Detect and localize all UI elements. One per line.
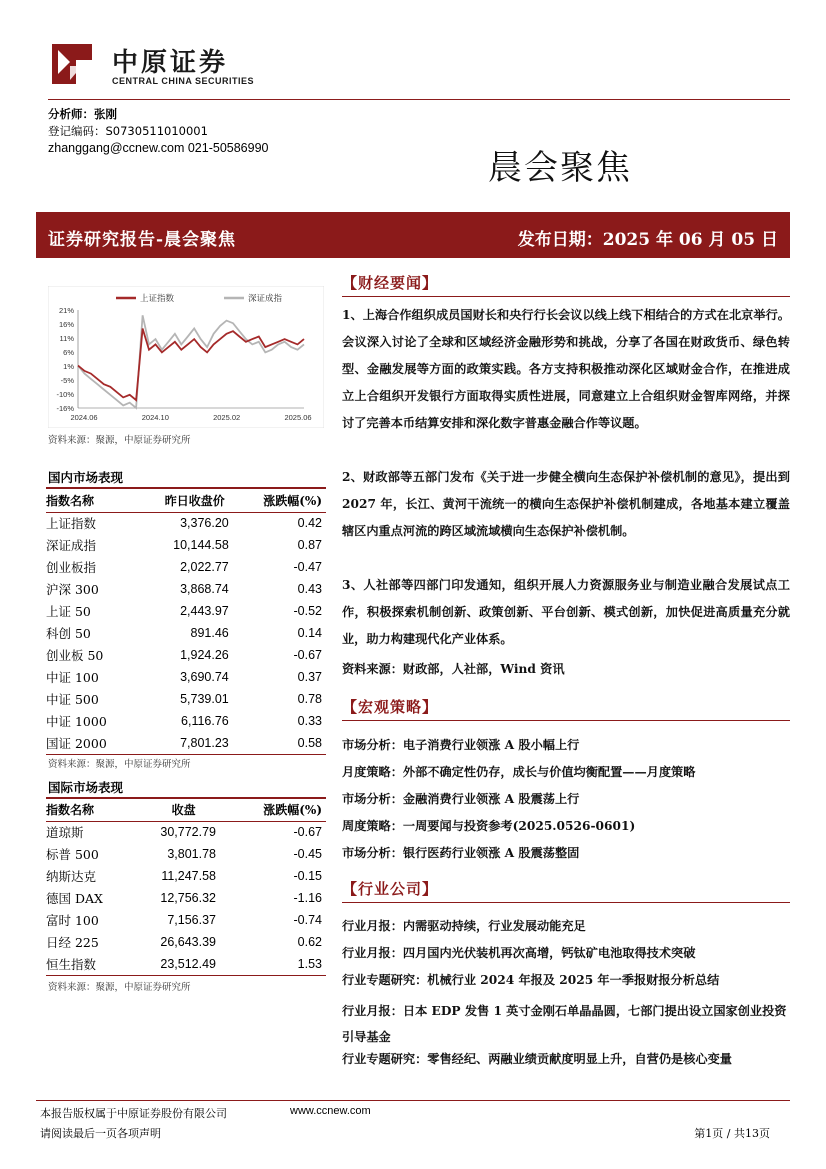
- change-pct: -1.16: [293, 891, 322, 905]
- index-name: 纳斯达克: [46, 869, 97, 884]
- change-pct: -0.67: [293, 648, 322, 662]
- logo-text-cn: 中原证券: [112, 48, 229, 78]
- column-header: 指数名称: [46, 799, 128, 821]
- close-value: 3,376.20: [180, 516, 229, 531]
- close-value: 7,801.23: [121, 732, 249, 754]
- news-source: 资料来源：财政部，人社部，Wind 资讯: [342, 662, 565, 676]
- index-name: 沪深 300: [46, 582, 99, 597]
- index-name: 创业板指: [46, 560, 97, 575]
- x-tick-label: 2024.06: [70, 413, 98, 422]
- change-pct: -0.52: [293, 604, 322, 618]
- finance-news-rule: [342, 296, 790, 297]
- table-row: [46, 666, 326, 688]
- macro-rule: [342, 720, 790, 721]
- report-type: 证券研究报告-晨会聚焦: [48, 230, 237, 250]
- industry-item-3[interactable]: 行业专题研究：机械行业 2024 年报及 2025 年一季报财报分析总结: [342, 973, 720, 987]
- finance-news-heading: 【财经要闻】: [342, 274, 439, 292]
- y-tick-label: 21%: [58, 306, 74, 315]
- table-row: [46, 644, 326, 666]
- y-tick-label: 11%: [59, 334, 74, 343]
- close-value: 30,772.79: [160, 825, 216, 840]
- change-pct: -0.45: [293, 847, 322, 861]
- domestic-source: 资料来源：聚源，中原证券研究所: [48, 759, 191, 770]
- index-name: 中证 1000: [46, 714, 107, 729]
- table-row: [46, 732, 326, 754]
- index-name: 深证成指: [46, 538, 97, 553]
- column-header: 涨跌幅(%): [236, 799, 326, 821]
- change-pct: 0.78: [297, 692, 322, 706]
- index-name: 创业板 50: [46, 648, 104, 663]
- industry-item-4[interactable]: 行业月报：日本 EDP 发售 1 英寸金刚石单晶晶圆，七部门提出设立国家创业投资引导基金: [342, 1004, 787, 1044]
- international-source: 资料来源：聚源，中原证券研究所: [48, 982, 191, 993]
- industry-item-2[interactable]: 行业月报：四月国内光伏装机再次高增，钙钛矿电池取得技术突破: [342, 946, 696, 960]
- table-row: [46, 578, 326, 600]
- table-header-row: [46, 490, 326, 512]
- macro-item-2[interactable]: 月度策略：外部不确定性仍存，成长与价值均衡配置——月度策略: [342, 765, 696, 779]
- index-name: 中证 100: [46, 670, 99, 685]
- index-name: 中证 500: [46, 692, 99, 707]
- change-pct: 0.33: [297, 714, 322, 728]
- change-pct: 0.62: [297, 935, 322, 949]
- index-name: 富时 100: [46, 913, 99, 928]
- footer-divider: [36, 1100, 790, 1101]
- table-row: [46, 534, 326, 556]
- news-item-2: 2、财政部等五部门发布《关于进一步健全横向生态保护补偿机制的意见》，提出到 2027 年，长江、黄河干流统一的横向生态保护补偿机制建成，各地基本建立覆盖辖区内重点河流的跨区域流域横向生态保护补偿机制。: [342, 470, 790, 538]
- index-name: 上证指数: [46, 516, 97, 532]
- report-banner: [36, 212, 790, 258]
- table-row: [46, 887, 326, 909]
- change-pct: 0.87: [297, 538, 322, 552]
- close-value: 23,512.49: [128, 953, 236, 975]
- close-value: 26,643.39: [160, 935, 216, 949]
- close-value: 3,801.78: [167, 847, 216, 861]
- logo-mark-icon: [48, 40, 96, 88]
- y-tick-label: 16%: [58, 320, 74, 329]
- change-pct: -0.74: [293, 913, 322, 927]
- change-pct: 0.14: [297, 626, 322, 640]
- table-row: [46, 688, 326, 710]
- report-title: 晨会聚焦: [488, 148, 632, 188]
- domestic-market-table: [46, 490, 326, 755]
- chart-frame: [48, 286, 324, 428]
- column-header: 指数名称: [46, 490, 121, 512]
- y-tick-label: -16%: [56, 404, 74, 413]
- y-tick-label: -5%: [60, 376, 74, 385]
- change-pct: -0.47: [293, 560, 322, 574]
- table-row: [46, 556, 326, 578]
- close-value: 2,443.97: [180, 604, 229, 618]
- close-value: 6,116.76: [181, 714, 229, 728]
- x-tick-label: 2025.02: [213, 413, 241, 422]
- close-value: 10,144.58: [173, 538, 229, 552]
- industry-item-1[interactable]: 行业月报：内需驱动持续，行业发展动能充足: [342, 919, 586, 933]
- table-row: [46, 843, 326, 865]
- column-header: 收盘: [128, 799, 236, 821]
- index-line-chart: [48, 286, 324, 428]
- analyst-contact: zhanggang@ccnew.com 021-50586990: [48, 141, 269, 155]
- close-value: 5,739.01: [180, 692, 229, 706]
- index-name: 道琼斯: [46, 825, 84, 841]
- footer-url[interactable]: www.ccnew.com: [290, 1105, 371, 1117]
- macro-item-4[interactable]: 周度策略：一周要闻与投资参考(2025.0526-0601): [342, 819, 636, 833]
- close-value: 12,756.32: [160, 891, 216, 905]
- change-pct: -0.15: [293, 869, 322, 883]
- header-divider: [48, 99, 790, 100]
- legend-label: 上证指数: [140, 294, 175, 304]
- table-row: [46, 865, 326, 887]
- close-value: 3,868.74: [180, 582, 229, 596]
- index-name: 上证 50: [46, 604, 91, 619]
- close-value: 7,156.37: [167, 913, 216, 927]
- table-row: [46, 622, 326, 644]
- change-pct: 0.43: [297, 582, 322, 596]
- company-logo: [48, 38, 278, 93]
- close-value: 11,247.58: [161, 869, 216, 883]
- y-tick-label: 1%: [63, 362, 74, 371]
- x-tick-label: 2025.06: [284, 413, 312, 422]
- analyst-info: [48, 106, 269, 157]
- y-tick-label: 6%: [63, 348, 74, 357]
- macro-heading: 【宏观策略】: [342, 698, 439, 716]
- column-header: 昨日收盘价: [121, 490, 249, 512]
- industry-item-5[interactable]: 行业专题研究：零售经纪、两融业绩贡献度明显上升，自营仍是核心变量: [342, 1052, 732, 1066]
- index-name: 恒生指数: [46, 953, 128, 975]
- table-row: [46, 931, 326, 953]
- analyst-registration: 登记编码：S0730511010001: [48, 124, 208, 138]
- column-header: 涨跌幅(%): [249, 490, 326, 512]
- change-pct: 0.42: [297, 516, 322, 531]
- domestic-table-title: 国内市场表现: [46, 468, 326, 488]
- close-value: 891.46: [190, 626, 229, 640]
- index-name: 德国 DAX: [46, 891, 103, 906]
- page-number: 第1页 / 共13页: [694, 1127, 770, 1140]
- table-row: [46, 512, 326, 534]
- table-header-row: [46, 799, 326, 821]
- footer-copyright: 本报告版权属于中原证券股份有限公司: [40, 1107, 227, 1120]
- y-tick-label: -10%: [56, 390, 74, 399]
- news-item-3: 3、人社部等四部门印发通知，组织开展人力资源服务业与制造业融合发展试点工作，积极探索机制创新、政策创新、平台创新、模式创新，加快促进高质量充分就业，助力构建现代化产业体系。: [342, 578, 790, 646]
- macro-item-3[interactable]: 市场分析：金融消费行业领涨 A 股震荡上行: [342, 792, 580, 806]
- x-tick-label: 2024.10: [141, 413, 169, 422]
- change-pct: 0.58: [249, 732, 326, 754]
- table-row: [46, 600, 326, 622]
- logo-text-en: CENTRAL CHINA SECURITIES: [112, 76, 255, 86]
- change-pct: -0.67: [293, 825, 322, 840]
- close-value: 2,022.77: [180, 560, 229, 574]
- macro-item-5[interactable]: 市场分析：银行医药行业领涨 A 股震荡整固: [342, 846, 580, 860]
- change-pct: 0.37: [297, 670, 322, 684]
- index-name: 国证 2000: [46, 732, 121, 754]
- international-market-table: [46, 799, 326, 976]
- industry-rule: [342, 902, 790, 903]
- publish-date: 发布日期：2025 年 06 月 05 日: [517, 230, 778, 250]
- table-row: [46, 710, 326, 732]
- close-value: 1,924.26: [180, 648, 229, 662]
- close-value: 3,690.74: [180, 670, 229, 684]
- index-name: 日经 225: [46, 935, 99, 950]
- news-item-1: 1、上海合作组织成员国财长和央行行长会议以线上线下相结合的方式在北京举行。会议深入讨论了全球和区域经济金融形势和挑战，分享了各国在财政货币、绿色转型、金融发展等方面的政策实践。各方支持积极推动深化区域财金合作，在推进成立上合组织开发银行方面取得实质性进展，同意建立上合组织财金智库网络，并探讨了完善本币结算安排和深化数字普惠金融合作等议题。: [342, 308, 790, 430]
- table-row: [46, 953, 326, 975]
- macro-item-1[interactable]: 市场分析：电子消费行业领涨 A 股小幅上行: [342, 738, 580, 752]
- legend-label: 深证成指: [248, 294, 283, 304]
- chart-source: 资料来源：聚源，中原证券研究所: [48, 435, 191, 446]
- index-name: 科创 50: [46, 626, 91, 641]
- industry-heading: 【行业公司】: [342, 880, 439, 898]
- table-row: [46, 909, 326, 931]
- footer-disclaimer: 请阅读最后一页各项声明: [40, 1127, 161, 1140]
- index-name: 标普 500: [46, 847, 99, 862]
- analyst-name: 分析师：张刚: [48, 107, 117, 121]
- change-pct: 1.53: [236, 953, 326, 975]
- international-table-title: 国际市场表现: [46, 778, 326, 798]
- table-row: [46, 821, 326, 843]
